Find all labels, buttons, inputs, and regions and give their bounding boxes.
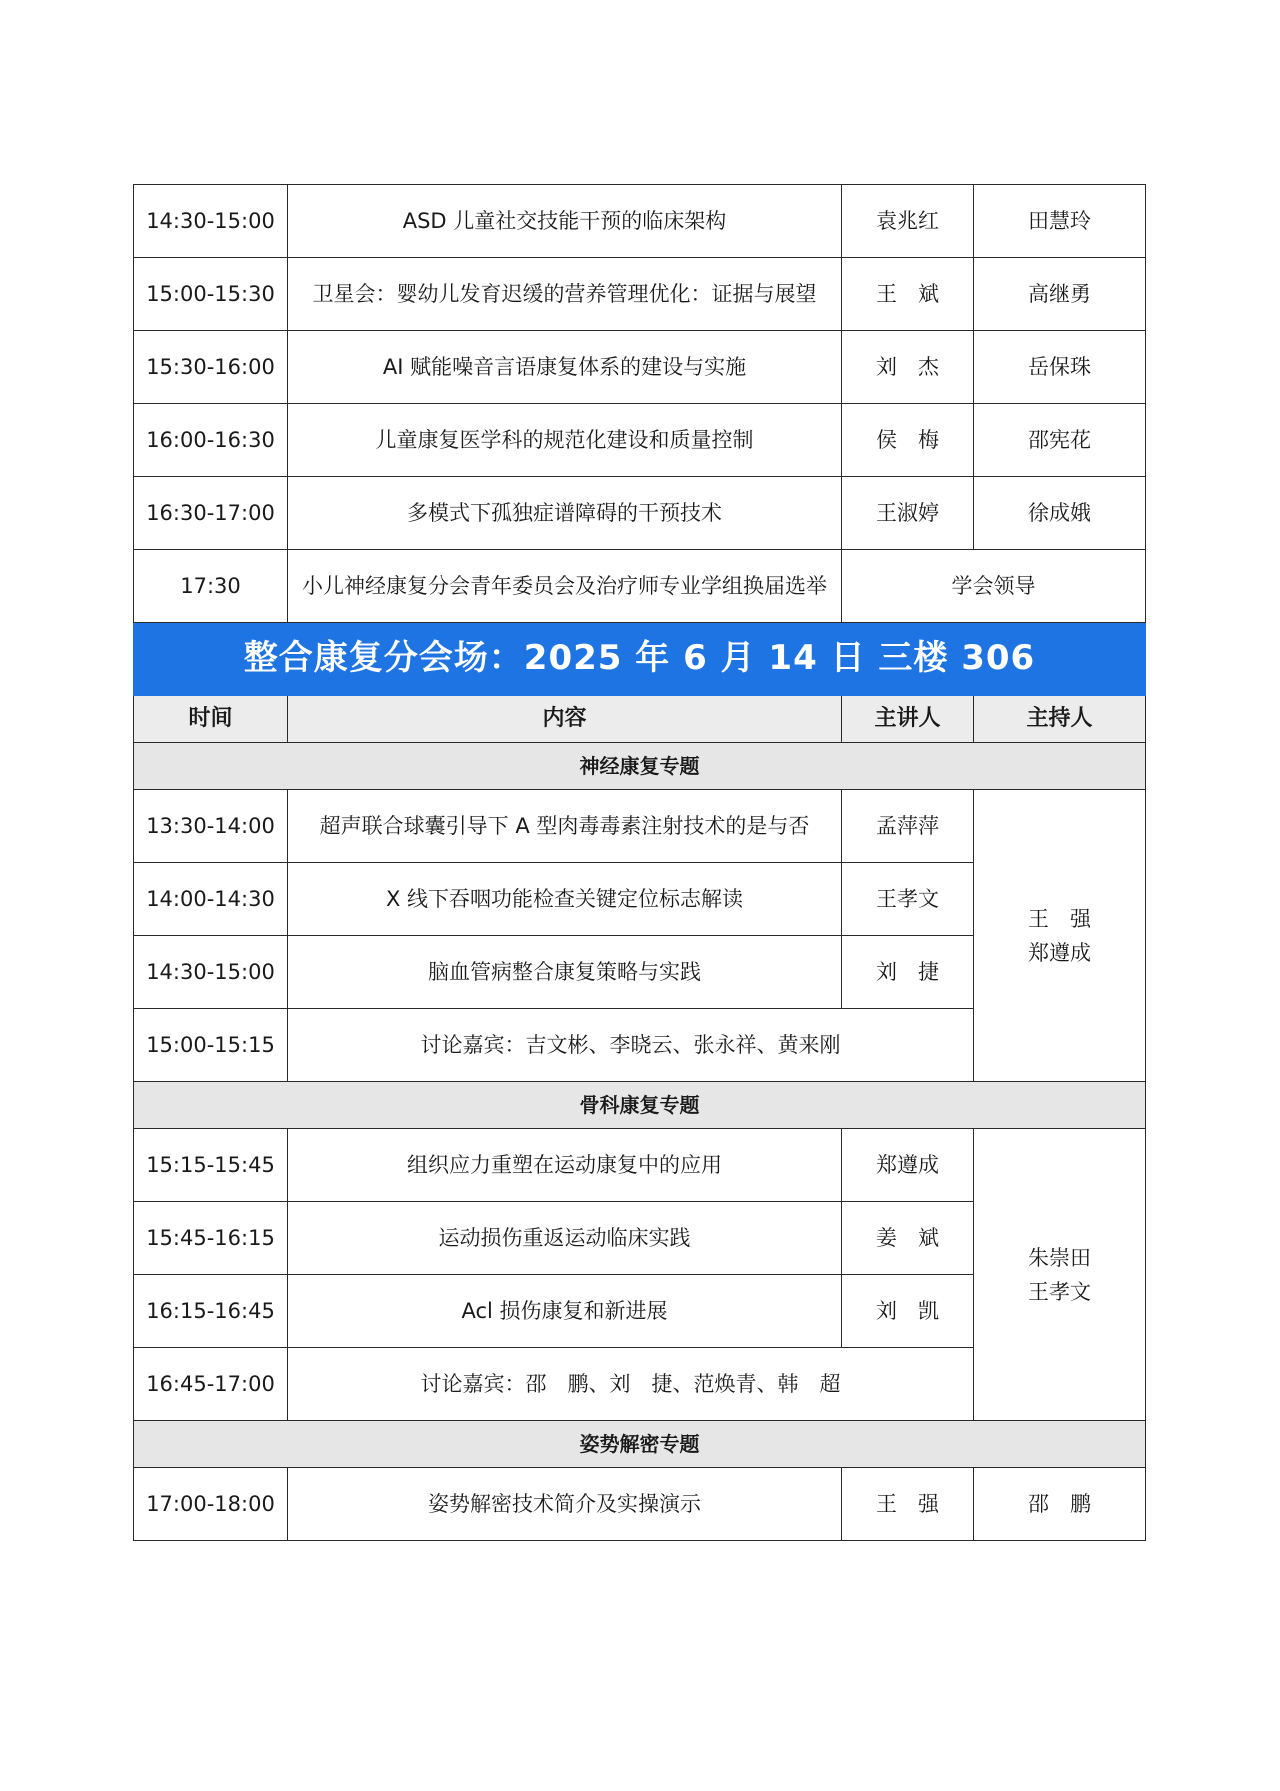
header-time: 时间: [134, 696, 288, 743]
table-row: [134, 790, 1146, 863]
speaker-cell: 王孝文: [842, 863, 974, 936]
table-header: [134, 696, 1146, 743]
content-cell: ASD 儿童社交技能干预的临床架构: [288, 185, 842, 258]
election-row: [134, 550, 1146, 623]
time-cell: 17:00-18:00: [134, 1468, 288, 1541]
section-host-cell: [974, 1129, 1146, 1421]
speaker-cell: 王淑婷: [842, 477, 974, 550]
topic-row: [134, 1082, 1146, 1129]
time-cell: 15:00-15:30: [134, 258, 288, 331]
section-host-cell: [974, 790, 1146, 1082]
time-cell: 14:30-15:00: [134, 936, 288, 1009]
content-cell: 卫星会：婴幼儿发育迟缓的营养管理优化：证据与展望: [288, 258, 842, 331]
table-row: [134, 477, 1146, 550]
host-name: 王 强: [1028, 906, 1091, 931]
time-cell: 15:30-16:00: [134, 331, 288, 404]
host-name: 王孝文: [1028, 1279, 1091, 1304]
time-cell: 16:00-16:30: [134, 404, 288, 477]
topic-title: 姿势解密专题: [134, 1421, 1146, 1468]
venue-banner: [134, 623, 1146, 696]
speaker-cell: 刘 凯: [842, 1275, 974, 1348]
speaker-cell: 孟萍萍: [842, 790, 974, 863]
time-cell: 16:15-16:45: [134, 1275, 288, 1348]
time-cell: 15:45-16:15: [134, 1202, 288, 1275]
table-row: [134, 331, 1146, 404]
time-cell: 16:30-17:00: [134, 477, 288, 550]
discussion-cell: 讨论嘉宾：吉文彬、李晓云、张永祥、黄来刚: [288, 1009, 974, 1082]
content-cell: 姿势解密技术简介及实操演示: [288, 1468, 842, 1541]
speaker-cell: 侯 梅: [842, 404, 974, 477]
header-host: 主持人: [974, 696, 1146, 743]
discussion-cell: 讨论嘉宾：邵 鹏、刘 捷、范焕青、韩 超: [288, 1348, 974, 1421]
speaker-cell: 袁兆红: [842, 185, 974, 258]
host-name: 朱崇田: [1028, 1245, 1091, 1270]
time-cell: 17:30: [134, 550, 288, 623]
time-cell: 14:30-15:00: [134, 185, 288, 258]
speaker-cell: 姜 斌: [842, 1202, 974, 1275]
schedule-sheet: [133, 184, 1145, 1541]
topic-title: 骨科康复专题: [134, 1082, 1146, 1129]
content-cell: 小儿神经康复分会青年委员会及治疗师专业学组换届选举: [288, 550, 842, 623]
table-row: [134, 404, 1146, 477]
host-cell: 高继勇: [974, 258, 1146, 331]
host-cell: 岳保珠: [974, 331, 1146, 404]
speaker-cell: 王 斌: [842, 258, 974, 331]
speaker-cell: 刘 捷: [842, 936, 974, 1009]
host-name: 郑遵成: [1028, 940, 1091, 965]
time-cell: 16:45-17:00: [134, 1348, 288, 1421]
time-cell: 15:15-15:45: [134, 1129, 288, 1202]
header-content: 内容: [288, 696, 842, 743]
time-cell: 13:30-14:00: [134, 790, 288, 863]
content-cell: 组织应力重塑在运动康复中的应用: [288, 1129, 842, 1202]
table-row: [134, 1468, 1146, 1541]
table-row: [134, 258, 1146, 331]
content-cell: 脑血管病整合康复策略与实践: [288, 936, 842, 1009]
speaker-cell: 刘 杰: [842, 331, 974, 404]
topic-row: [134, 743, 1146, 790]
speaker-cell: 郑遵成: [842, 1129, 974, 1202]
table-row: [134, 1129, 1146, 1202]
host-cell: 邵宪花: [974, 404, 1146, 477]
venue-banner-title: 整合康复分会场：2025 年 6 月 14 日 三楼 306: [134, 623, 1146, 696]
content-cell: 儿童康复医学科的规范化建设和质量控制: [288, 404, 842, 477]
content-cell: 运动损伤重返运动临床实践: [288, 1202, 842, 1275]
content-cell: Acl 损伤康复和新进展: [288, 1275, 842, 1348]
topic-row: [134, 1421, 1146, 1468]
header-speaker: 主讲人: [842, 696, 974, 743]
host-cell: 田慧玲: [974, 185, 1146, 258]
content-cell: X 线下吞咽功能检查关键定位标志解读: [288, 863, 842, 936]
content-cell: 超声联合球囊引导下 A 型肉毒毒素注射技术的是与否: [288, 790, 842, 863]
content-cell: 多模式下孤独症谱障碍的干预技术: [288, 477, 842, 550]
time-cell: 14:00-14:30: [134, 863, 288, 936]
speaker-cell: 王 强: [842, 1468, 974, 1541]
host-cell: 徐成娥: [974, 477, 1146, 550]
content-cell: AI 赋能噪音言语康复体系的建设与实施: [288, 331, 842, 404]
schedule-table: [133, 184, 1146, 1541]
time-cell: 15:00-15:15: [134, 1009, 288, 1082]
topic-title: 神经康复专题: [134, 743, 1146, 790]
table-row: [134, 185, 1146, 258]
host-cell: 邵 鹏: [974, 1468, 1146, 1541]
speaker-host-cell: 学会领导: [842, 550, 1146, 623]
